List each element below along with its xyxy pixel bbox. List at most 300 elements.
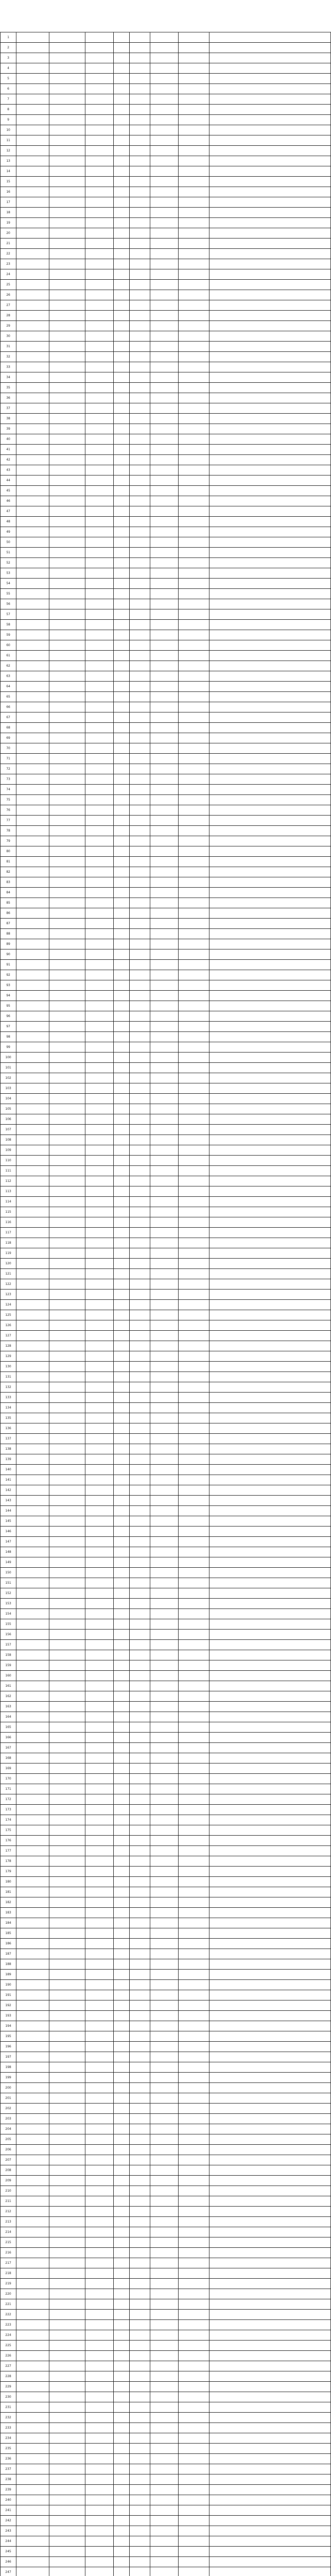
cell-bank: [209, 2268, 330, 2278]
cell-standard: [129, 2567, 150, 2576]
cell-village: [49, 588, 85, 599]
cell-name: [85, 279, 113, 290]
cell-name: [85, 1155, 113, 1165]
cell-seq: 156: [1, 1629, 16, 1639]
cell-township: [16, 73, 49, 83]
cell-persons: [113, 1083, 129, 1093]
cell-bank: [209, 1918, 330, 1928]
cell-standard: [129, 1475, 150, 1485]
cell-total: [179, 156, 210, 166]
cell-name: [85, 1578, 113, 1588]
cell-bank: [209, 238, 330, 248]
cell-persons: [113, 856, 129, 867]
cell-total: [179, 650, 210, 660]
cell-name: [85, 1598, 113, 1608]
cell-amount: [150, 1104, 179, 1114]
table-row: [1, 1536, 331, 1547]
cell-standard: [129, 609, 150, 619]
cell-village: [49, 475, 85, 485]
cell-amount: [150, 1031, 179, 1042]
cell-total: [179, 351, 210, 362]
cell-total: [179, 856, 210, 867]
cell-bank: [209, 2134, 330, 2144]
cell-village: [49, 217, 85, 228]
cell-village: [49, 2093, 85, 2103]
cell-bank: [209, 959, 330, 970]
cell-persons: [113, 846, 129, 856]
table-row: [1, 2113, 331, 2124]
cell-amount: [150, 1804, 179, 1815]
cell-total: [179, 2031, 210, 2041]
cell-amount: [150, 2299, 179, 2309]
cell-standard: [129, 1083, 150, 1093]
cell-seq: 229: [1, 2381, 16, 2392]
table-row: [1, 1763, 331, 1773]
table-row: [1, 1227, 331, 1238]
cell-standard: [129, 1423, 150, 1433]
table-row: [1, 166, 331, 176]
cell-standard: [129, 228, 150, 238]
cell-seq: 61: [1, 650, 16, 660]
cell-amount: [150, 1948, 179, 1959]
cell-amount: [150, 516, 179, 527]
cell-seq: 239: [1, 2484, 16, 2495]
cell-persons: [113, 959, 129, 970]
cell-standard: [129, 1330, 150, 1341]
cell-total: [179, 2062, 210, 2072]
cell-seq: 194: [1, 2021, 16, 2031]
cell-seq: 131: [1, 1371, 16, 1382]
cell-amount: [150, 856, 179, 867]
cell-amount: [150, 475, 179, 485]
cell-persons: [113, 1031, 129, 1042]
cell-persons: [113, 1320, 129, 1330]
table-row: [1, 1557, 331, 1567]
cell-amount: [150, 2495, 179, 2505]
cell-bank: [209, 53, 330, 63]
table-row: [1, 1176, 331, 1186]
cell-village: [49, 1938, 85, 1948]
cell-persons: [113, 877, 129, 887]
cell-township: [16, 434, 49, 444]
cell-name: [85, 2031, 113, 2041]
cell-township: [16, 197, 49, 207]
table-row: [1, 382, 331, 393]
cell-bank: [209, 939, 330, 949]
cell-total: [179, 73, 210, 83]
cell-standard: [129, 1608, 150, 1619]
cell-village: [49, 753, 85, 764]
cell-village: [49, 1505, 85, 1516]
cell-total: [179, 660, 210, 671]
cell-standard: [129, 259, 150, 269]
cell-bank: [209, 1701, 330, 1711]
cell-amount: [150, 1320, 179, 1330]
cell-bank: [209, 362, 330, 372]
cell-amount: [150, 413, 179, 423]
table-row: [1, 2443, 331, 2453]
cell-amount: [150, 2556, 179, 2567]
cell-township: [16, 908, 49, 918]
table-row: [1, 784, 331, 794]
cell-seq: 92: [1, 970, 16, 980]
cell-village: [49, 1619, 85, 1629]
table-row: [1, 1042, 331, 1052]
cell-total: [179, 825, 210, 836]
cell-total: [179, 465, 210, 475]
cell-village: [49, 1186, 85, 1196]
cell-township: [16, 238, 49, 248]
cell-amount: [150, 2474, 179, 2484]
cell-amount: [150, 1784, 179, 1794]
cell-bank: [209, 2072, 330, 2082]
cell-total: [179, 1948, 210, 1959]
cell-township: [16, 2340, 49, 2350]
cell-persons: [113, 2433, 129, 2443]
cell-total: [179, 557, 210, 568]
cell-township: [16, 1227, 49, 1238]
cell-seq: 214: [1, 2227, 16, 2237]
cell-total: [179, 1557, 210, 1567]
cell-amount: [150, 1825, 179, 1835]
cell-persons: [113, 2536, 129, 2546]
cell-amount: [150, 2453, 179, 2464]
cell-amount: [150, 2041, 179, 2052]
cell-total: [179, 1804, 210, 1815]
cell-standard: [129, 1279, 150, 1289]
cell-total: [179, 1897, 210, 1907]
table-row: [1, 248, 331, 259]
cell-total: [179, 1464, 210, 1475]
cell-seq: 41: [1, 444, 16, 454]
cell-village: [49, 1475, 85, 1485]
cell-township: [16, 660, 49, 671]
table-row: [1, 2227, 331, 2237]
cell-township: [16, 1629, 49, 1639]
cell-name: [85, 1969, 113, 1979]
table-row: [1, 650, 331, 660]
cell-persons: [113, 1969, 129, 1979]
cell-standard: [129, 290, 150, 300]
cell-bank: [209, 475, 330, 485]
table-row: [1, 743, 331, 753]
cell-village: [49, 1062, 85, 1073]
cell-persons: [113, 1165, 129, 1176]
cell-standard: [129, 722, 150, 733]
cell-township: [16, 351, 49, 362]
cell-amount: [150, 2371, 179, 2381]
cell-total: [179, 2567, 210, 2576]
cell-persons: [113, 2289, 129, 2299]
cell-total: [179, 949, 210, 959]
cell-persons: [113, 547, 129, 557]
cell-total: [179, 176, 210, 187]
cell-township: [16, 2392, 49, 2402]
cell-bank: [209, 1475, 330, 1485]
cell-township: [16, 2072, 49, 2082]
cell-village: [49, 897, 85, 908]
cell-standard: [129, 156, 150, 166]
cell-standard: [129, 496, 150, 506]
cell-township: [16, 1536, 49, 1547]
table-row: [1, 1815, 331, 1825]
cell-seq: 91: [1, 959, 16, 970]
cell-persons: [113, 2319, 129, 2330]
table-row: [1, 1423, 331, 1433]
cell-township: [16, 949, 49, 959]
cell-village: [49, 1608, 85, 1619]
cell-name: [85, 2319, 113, 2330]
cell-persons: [113, 1794, 129, 1804]
table-row: [1, 2433, 331, 2443]
table-row: [1, 2124, 331, 2134]
cell-persons: [113, 949, 129, 959]
cell-township: [16, 1804, 49, 1815]
cell-name: [85, 815, 113, 825]
cell-bank: [209, 1073, 330, 1083]
cell-seq: 154: [1, 1608, 16, 1619]
cell-amount: [150, 393, 179, 403]
cell-total: [179, 1042, 210, 1052]
cell-amount: [150, 1073, 179, 1083]
cell-township: [16, 1093, 49, 1104]
cell-persons: [113, 454, 129, 465]
cell-amount: [150, 1578, 179, 1588]
cell-village: [49, 1526, 85, 1536]
cell-seq: 174: [1, 1815, 16, 1825]
cell-bank: [209, 547, 330, 557]
cell-bank: [209, 1639, 330, 1650]
cell-name: [85, 2185, 113, 2196]
cell-seq: 149: [1, 1557, 16, 1567]
cell-total: [179, 393, 210, 403]
table-row: [1, 681, 331, 691]
cell-township: [16, 1402, 49, 1413]
cell-seq: 9: [1, 114, 16, 125]
cell-township: [16, 939, 49, 949]
cell-amount: [150, 712, 179, 722]
cell-name: [85, 73, 113, 83]
cell-standard: [129, 2361, 150, 2371]
cell-bank: [209, 2567, 330, 2576]
cell-name: [85, 2464, 113, 2474]
cell-village: [49, 825, 85, 836]
cell-standard: [129, 341, 150, 351]
cell-seq: 29: [1, 320, 16, 331]
cell-standard: [129, 1928, 150, 1938]
cell-seq: 227: [1, 2361, 16, 2371]
cell-village: [49, 1073, 85, 1083]
cell-total: [179, 1165, 210, 1176]
cell-seq: 180: [1, 1876, 16, 1887]
cell-seq: 72: [1, 764, 16, 774]
cell-standard: [129, 1310, 150, 1320]
cell-amount: [150, 1557, 179, 1567]
cell-name: [85, 217, 113, 228]
cell-seq: 140: [1, 1464, 16, 1475]
cell-bank: [209, 2443, 330, 2453]
cell-persons: [113, 104, 129, 114]
cell-village: [49, 1845, 85, 1856]
cell-bank: [209, 1382, 330, 1392]
cell-village: [49, 619, 85, 630]
cell-seq: 162: [1, 1691, 16, 1701]
cell-village: [49, 2464, 85, 2474]
cell-seq: 230: [1, 2392, 16, 2402]
cell-persons: [113, 2237, 129, 2247]
cell-bank: [209, 805, 330, 815]
cell-bank: [209, 712, 330, 722]
cell-township: [16, 83, 49, 94]
document-header: [0, 3, 331, 26]
cell-township: [16, 815, 49, 825]
cell-total: [179, 1598, 210, 1608]
cell-name: [85, 990, 113, 1001]
cell-seq: 13: [1, 156, 16, 166]
cell-seq: 6: [1, 83, 16, 94]
cell-township: [16, 475, 49, 485]
cell-total: [179, 1876, 210, 1887]
cell-seq: 205: [1, 2134, 16, 2144]
cell-bank: [209, 156, 330, 166]
cell-township: [16, 1011, 49, 1021]
cell-standard: [129, 114, 150, 125]
cell-village: [49, 2196, 85, 2206]
table-row: [1, 2103, 331, 2113]
table-row: [1, 1320, 331, 1330]
cell-township: [16, 753, 49, 764]
cell-standard: [129, 1753, 150, 1763]
cell-bank: [209, 2258, 330, 2268]
cell-total: [179, 2165, 210, 2175]
table-row: [1, 413, 331, 423]
cell-total: [179, 599, 210, 609]
cell-total: [179, 691, 210, 702]
cell-amount: [150, 423, 179, 434]
cell-persons: [113, 702, 129, 712]
cell-total: [179, 1845, 210, 1856]
table-row: [1, 2546, 331, 2556]
cell-total: [179, 1382, 210, 1392]
table-row: [1, 547, 331, 557]
cell-name: [85, 382, 113, 393]
cell-amount: [150, 733, 179, 743]
table-row: [1, 1052, 331, 1062]
cell-bank: [209, 2216, 330, 2227]
cell-persons: [113, 300, 129, 310]
table-row: [1, 279, 331, 290]
table-row: [1, 63, 331, 73]
cell-bank: [209, 867, 330, 877]
cell-name: [85, 1866, 113, 1876]
cell-total: [179, 671, 210, 681]
table-row: [1, 2309, 331, 2319]
cell-persons: [113, 2175, 129, 2185]
cell-township: [16, 1876, 49, 1887]
cell-name: [85, 444, 113, 454]
cell-bank: [209, 2361, 330, 2371]
cell-total: [179, 2082, 210, 2093]
cell-standard: [129, 444, 150, 454]
table-row: [1, 805, 331, 815]
cell-bank: [209, 1464, 330, 1475]
cell-amount: [150, 867, 179, 877]
cell-persons: [113, 331, 129, 341]
cell-bank: [209, 1423, 330, 1433]
table-row: [1, 259, 331, 269]
cell-name: [85, 2062, 113, 2072]
cell-township: [16, 32, 49, 42]
payment-table: [0, 32, 331, 2576]
cell-bank: [209, 465, 330, 475]
cell-standard: [129, 125, 150, 135]
cell-persons: [113, 1681, 129, 1691]
cell-bank: [209, 2278, 330, 2289]
cell-persons: [113, 1413, 129, 1423]
cell-amount: [150, 1011, 179, 1021]
cell-village: [49, 599, 85, 609]
cell-village: [49, 290, 85, 300]
table-row: [1, 2010, 331, 2021]
cell-persons: [113, 1835, 129, 1845]
cell-township: [16, 2289, 49, 2299]
cell-amount: [150, 104, 179, 114]
cell-persons: [113, 1866, 129, 1876]
cell-standard: [129, 2536, 150, 2546]
cell-bank: [209, 496, 330, 506]
cell-seq: 236: [1, 2453, 16, 2464]
cell-township: [16, 856, 49, 867]
cell-village: [49, 1165, 85, 1176]
cell-total: [179, 1722, 210, 1732]
table-row: [1, 104, 331, 114]
cell-name: [85, 1773, 113, 1784]
cell-total: [179, 1578, 210, 1588]
cell-township: [16, 712, 49, 722]
table-row: [1, 918, 331, 928]
cell-township: [16, 2484, 49, 2495]
cell-township: [16, 1567, 49, 1578]
cell-village: [49, 2330, 85, 2340]
cell-persons: [113, 753, 129, 764]
cell-total: [179, 1011, 210, 1021]
cell-total: [179, 1670, 210, 1681]
cell-amount: [150, 1588, 179, 1598]
cell-seq: 224: [1, 2330, 16, 2340]
cell-bank: [209, 1031, 330, 1042]
cell-village: [49, 259, 85, 269]
cell-total: [179, 2196, 210, 2206]
cell-township: [16, 1681, 49, 1691]
cell-persons: [113, 1990, 129, 2000]
cell-standard: [129, 2072, 150, 2082]
cell-name: [85, 1134, 113, 1145]
cell-total: [179, 2526, 210, 2536]
cell-seq: 62: [1, 660, 16, 671]
cell-township: [16, 290, 49, 300]
cell-standard: [129, 1856, 150, 1866]
cell-total: [179, 2175, 210, 2185]
cell-village: [49, 2319, 85, 2330]
cell-amount: [150, 1959, 179, 1969]
cell-persons: [113, 1217, 129, 1227]
cell-bank: [209, 259, 330, 269]
cell-village: [49, 1948, 85, 1959]
cell-amount: [150, 1711, 179, 1722]
cell-township: [16, 836, 49, 846]
table-row: [1, 1856, 331, 1866]
cell-total: [179, 1351, 210, 1361]
